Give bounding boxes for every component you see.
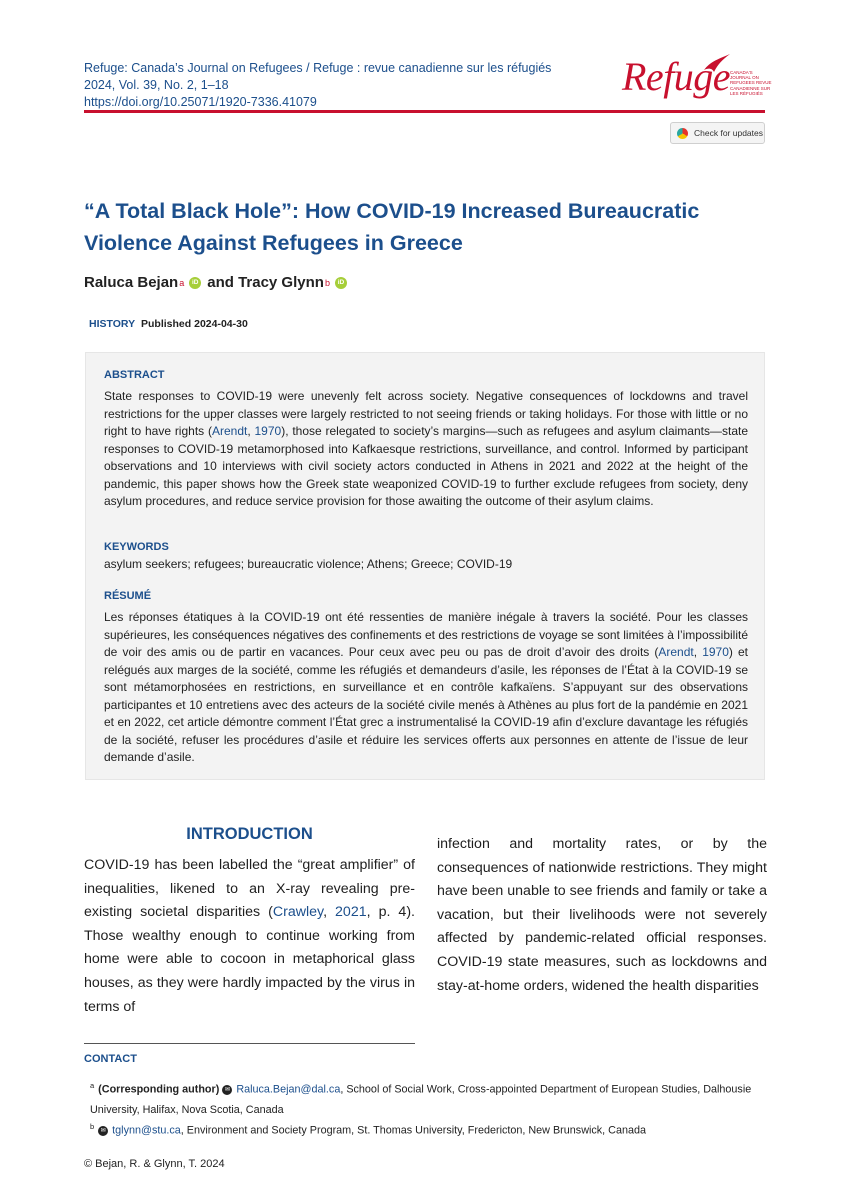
resume-text: Les réponses étatiques à la COVID-19 ont été ressenties de manière inégale à travers la société. Pour les classes supérieures, les conséquences négatives des confinements et des restrictions de voyage se sont limitées à l’impossibilité de voir des amis ou de partir en vacances. Pour ceux avec peu ou pas de droit d’avoir des droits (Arendt, 1970) et relégués aux marges de la société, comme les réfugiés et demandeurs d’asile, les réponses de l’État à la COVID-19 se sont métamorphosées en restrictions, en surveillance et en contrôle kafkaïens. S’appuyant sur des observations participantes et 10 entretiens avec des acteurs de la société civile menés à Athènes au plus fort de la pandémie en 2021 et en 2022, cet article démontre comment l’État grec a instrumentalisé la COVID-19 afin d’exclure davantage les réfugiés de la société, refuser les procédures d’asile et réduire les services offerts aux personnes en attente de l’issue de leur demande d’asile. bbox=[104, 610, 748, 764]
email-icon: ✉ bbox=[98, 1126, 108, 1136]
resume-heading: RÉSUMÉ bbox=[104, 590, 152, 602]
copyright-notice: © Bejan, R. & Glynn, T. 2024 bbox=[84, 1158, 225, 1170]
footnote-divider bbox=[84, 1043, 415, 1044]
body-column-right bbox=[437, 833, 767, 998]
contact-entry: $^b$ ✉ tglynn@stu.ca, Environment and Society Program, St. Thomas University, Fredericton, New Brunswick, Canada bbox=[90, 1122, 647, 1137]
logo-tagline: CANADA'S JOURNAL ON REFUGEES REVUE CANADIENNE SUR LES RÉFUGIÉS bbox=[730, 70, 772, 96]
author-affiliation: a bbox=[179, 277, 185, 288]
citation-link[interactable]: Arendt bbox=[658, 645, 694, 659]
affiliation-marker: a bbox=[90, 1081, 95, 1090]
refuge-logo bbox=[622, 52, 772, 104]
article-title: “A Total Black Hole”: How COVID-19 Increased Bureaucratic Violence Against Refugees in Greece bbox=[84, 199, 700, 255]
affiliation-marker: b bbox=[90, 1122, 95, 1131]
check-for-updates-label: Check for updates bbox=[694, 128, 763, 138]
abstract-heading: ABSTRACT bbox=[104, 369, 165, 381]
journal-name: Refuge: Canada’s Journal on Refugees / Refuge : revue canadienne sur les réfugiés bbox=[84, 61, 552, 75]
author-affiliation: b bbox=[324, 277, 330, 288]
journal-volume: 2024, Vol. 39, No. 2, 1–18 bbox=[84, 78, 229, 92]
citation-link[interactable]: 2021 bbox=[335, 904, 367, 921]
doi-link[interactable]: https://doi.org/10.25071/1920-7336.41079 bbox=[84, 95, 317, 109]
citation-link[interactable]: Crawley bbox=[272, 904, 324, 921]
logo-wordmark: Refuge bbox=[622, 54, 731, 99]
contact-heading: CONTACT bbox=[84, 1053, 137, 1065]
contact-entry: $^a$ (Corresponding author) ✉ Raluca.Bejan@dal.ca, School of Social Work, Cross-appointed Department of European Studies, Dalhousie University, Halifax, Nova Scotia, Canada bbox=[90, 1081, 752, 1116]
email-link[interactable]: tglynn@stu.ca bbox=[112, 1124, 181, 1137]
body-paragraph: infection and mortality rates, or by the consequences of nationwide restrictions. They might have been unable to see friends and family or take a vacation, but their livelihoods were not severely affected by pandemic-related official responses. COVID-19 state measures, such as lockdowns and stay-at-home orders, widened the health disparities bbox=[437, 836, 767, 994]
body-column-left bbox=[84, 822, 415, 1019]
citation-link[interactable]: 1970 bbox=[702, 645, 729, 659]
check-for-updates-button[interactable] bbox=[670, 122, 765, 144]
author-list bbox=[84, 274, 353, 291]
body-paragraph: COVID-19 has been labelled the “great amplifier” of inequalities, likened to an X-ray revealing pre-existing societal disparities (Crawley, 2021, p. 4). Those wealthy enough to continue working from home were able to cocoon in metaphorical glass houses, as they were hardly impacted by the virus in terms of bbox=[84, 857, 415, 1015]
history-date: Published 2024-04-30 bbox=[141, 318, 248, 330]
article-history bbox=[89, 318, 248, 330]
history-label: HISTORY bbox=[89, 318, 136, 330]
citation-link[interactable]: 1970 bbox=[254, 424, 282, 438]
header-divider bbox=[84, 110, 765, 113]
email-icon: ✉ bbox=[222, 1085, 232, 1095]
keywords-text: asylum seekers; refugees; bureaucratic violence; Athens; Greece; COVID-19 bbox=[104, 557, 513, 571]
crossmark-icon bbox=[677, 128, 688, 139]
email-link[interactable]: Raluca.Bejan@dal.ca bbox=[236, 1083, 341, 1096]
keywords-heading: KEYWORDS bbox=[104, 541, 169, 553]
abstract-box bbox=[85, 352, 765, 780]
orcid-icon[interactable]: iD bbox=[335, 277, 347, 289]
orcid-icon[interactable]: iD bbox=[189, 277, 201, 289]
citation-link[interactable]: Arendt bbox=[211, 424, 248, 438]
section-heading: INTRODUCTION bbox=[186, 825, 313, 843]
author-name[interactable]: Raluca Bejan bbox=[84, 274, 179, 291]
author-name[interactable]: and Tracy Glynn bbox=[207, 274, 324, 291]
corresponding-label: (Corresponding author) bbox=[98, 1083, 220, 1096]
abstract-text: State responses to COVID-19 were unevenly felt across society. Negative consequences of lockdowns and travel restrictions for the upper classes were largely restricted to not seeing friends or taking holidays. For those with little or no right to have rights (Arendt, 1970), those relegated to society’s margins—such as refugees and asylum claimants—state responses to COVID-19 metamorphosed into Kafkaesque restrictions, surveillance, and control. Informed by participant observations and 10 interviews with civil society actors conducted in Athens in 2021 and 2022 at the height of the pandemic, this paper shows how the Greek state weaponized COVID-19 to further exclude refugees from society, deny asylum procedures, and reduce service provision for those awaiting the outcome of their asylum claims. bbox=[104, 389, 749, 508]
